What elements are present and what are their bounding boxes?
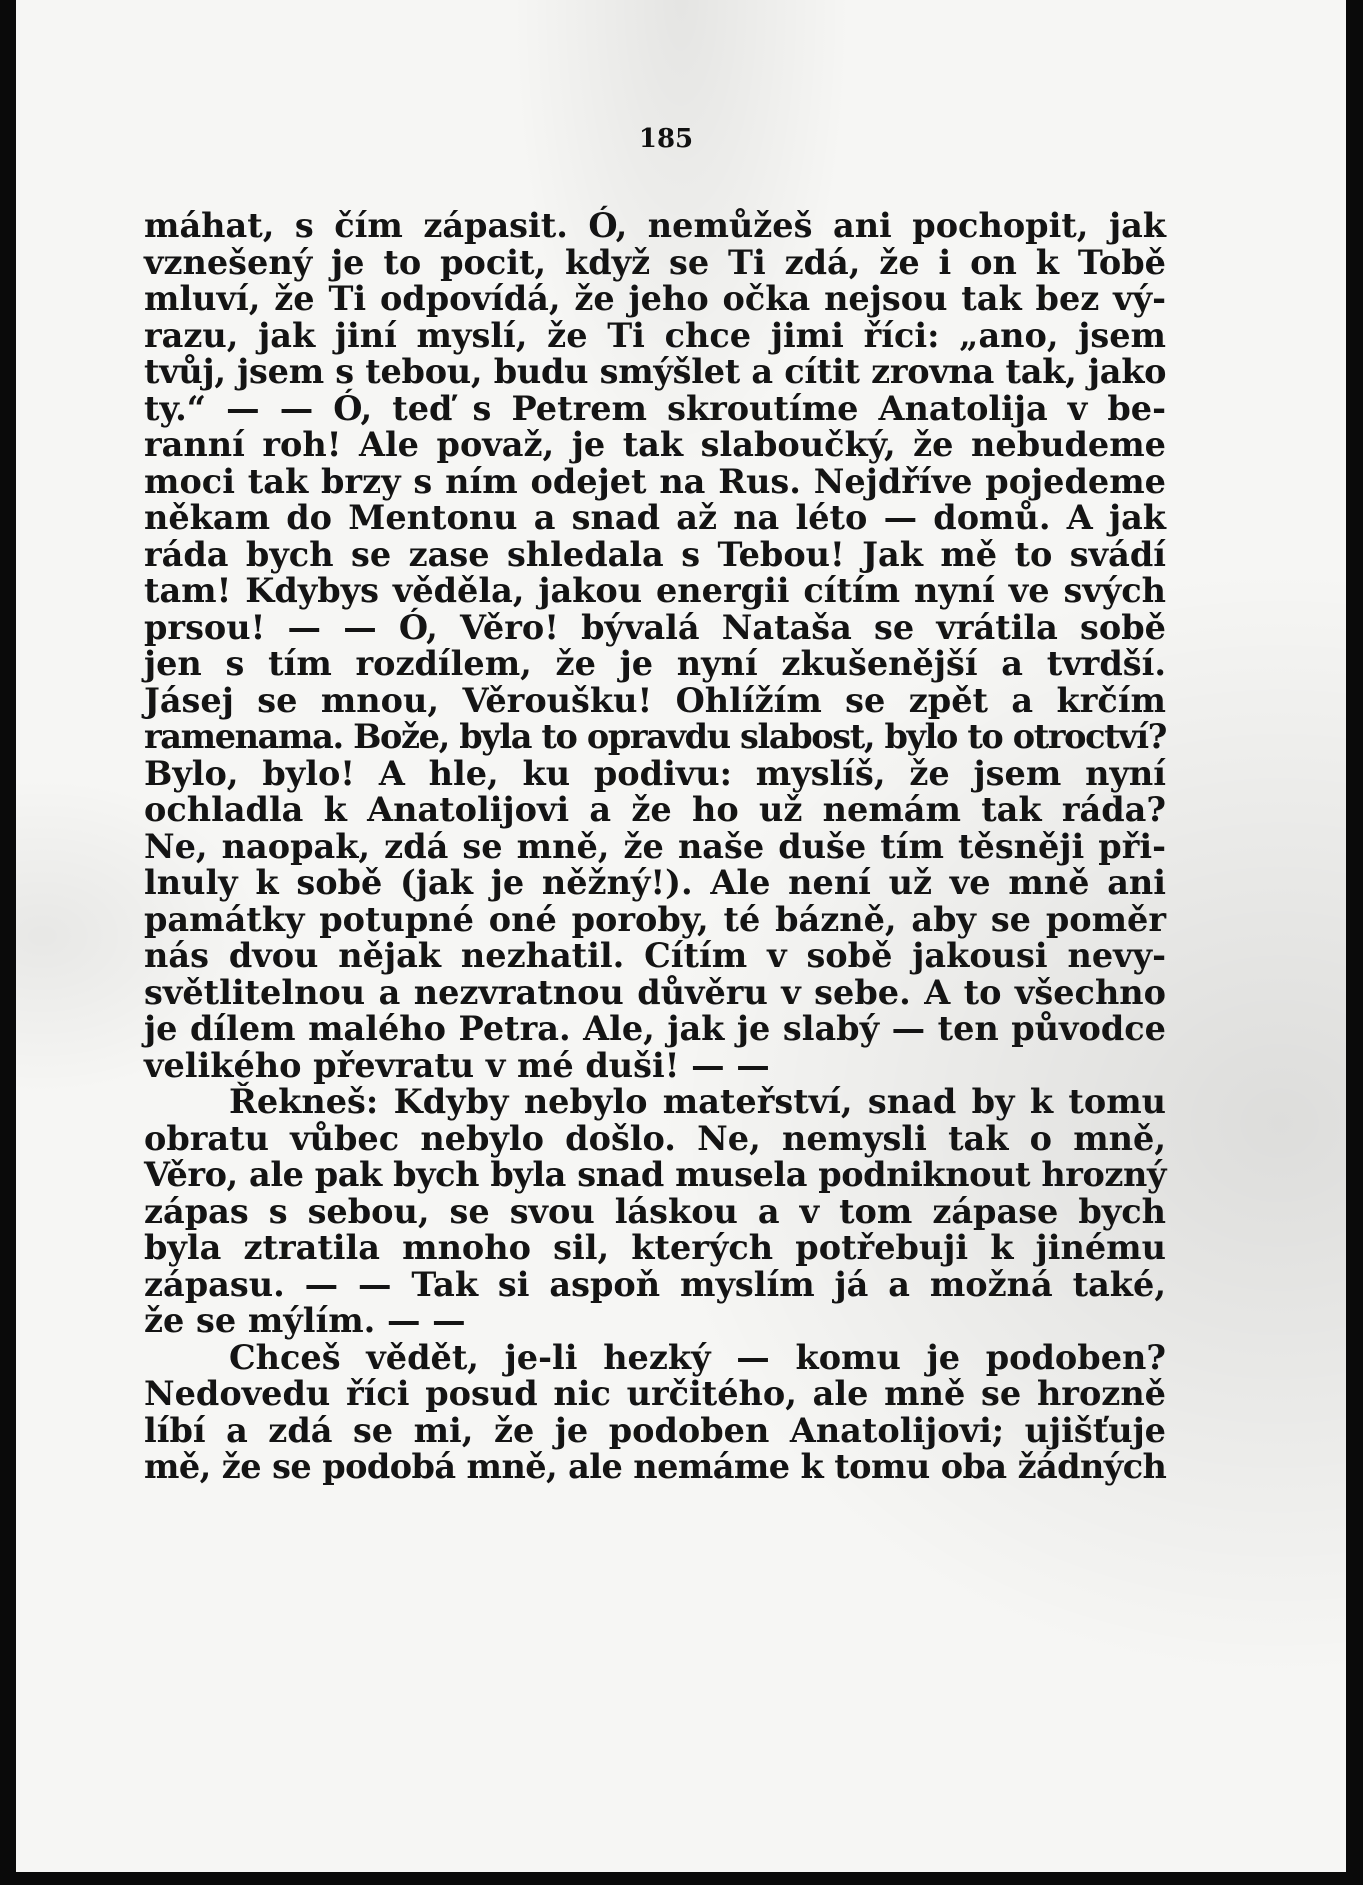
text-line: obratu vůbec nebylo došlo. Ne, nemysli tak o mně, xyxy=(144,1118,1166,1158)
text-line: razu, jak jiní myslí, že Ti chce jimi říci: „ano, jsem xyxy=(144,315,1166,355)
text-line: nás dvou nějak nezhatil. Cítím v sobě jakousi nevy- xyxy=(144,936,1166,975)
text-line: byla ztratila mnoho sil, kterých potřebuji k jinému xyxy=(144,1228,1166,1267)
text-line: Jásej se mnou, Věroušku! Ohlížím se zpět a krčím xyxy=(144,680,1166,720)
text-line: někam do Mentonu a snad až na léto — domů. A jak xyxy=(144,498,1166,537)
text-line: ramenama. Bože, byla to opravdu slabost, bylo to otroctví? xyxy=(144,717,1166,756)
page-number: 185 xyxy=(638,124,694,154)
text-line: ty.“ — — Ó, teď s Petrem skroutíme Anatolija v be- xyxy=(144,388,1166,428)
text-line: světlitelnou a nezvratnou důvěru v sebe. A to všechno xyxy=(144,972,1166,1012)
text-line: tvůj, jsem s tebou, budu smýšlet a cítit zrovna tak, jako xyxy=(144,352,1167,391)
text-line: že se mýlím. — — xyxy=(144,1301,466,1340)
text-line: Bylo, bylo! A hle, ku podivu: myslíš, že jsem nyní xyxy=(144,753,1166,793)
text-line: zápasu. — — Tak si aspoň myslím já a možná také, xyxy=(144,1264,1166,1304)
text-line: ochladla k Anatolijovi a že ho už nemám tak ráda? xyxy=(144,790,1166,829)
text-line: lnuly k sobě (jak je něžný!). Ale není už ve mně ani xyxy=(144,863,1166,902)
text-line: památky potupné oné poroby, té bázně, aby se poměr xyxy=(144,899,1166,939)
text-line: je dílem malého Petra. Ale, jak je slabý — ten původce xyxy=(144,1009,1166,1048)
text-line: Nedovedu říci posud nic určitého, ale mně se hrozně xyxy=(144,1374,1166,1413)
text-line: líbí a zdá se mi, že je podoben Anatolijovi; ujišťuje xyxy=(144,1410,1166,1450)
text-line: ranní roh! Ale považ, je tak slaboučký, že nebudeme xyxy=(144,425,1166,464)
text-line: moci tak brzy s ním odejet na Rus. Nejdříve pojedeme xyxy=(144,461,1166,501)
text-line: ráda bych se zase shledala s Tebou! Jak mě to svádí xyxy=(144,534,1166,574)
text-line: mě, že se podobá mně, ale nemáme k tomu oba žádných xyxy=(144,1447,1167,1486)
text-line: Věro, ale pak bych byla snad musela podniknout hrozný xyxy=(144,1155,1166,1194)
text-line: velikého převratu v mé duši! — — xyxy=(144,1045,770,1085)
text-line: Chceš vědět, je-li hezký — komu je podoben? xyxy=(229,1337,1166,1377)
book-page xyxy=(16,0,1346,1872)
text-line: mluví, že Ti odpovídá, že jeho očka nejsou tak bez vý- xyxy=(144,279,1166,318)
text-line: jen s tím rozdílem, že je nyní zkušenější a tvrdší. xyxy=(144,644,1166,683)
text-line: tam! Kdybys věděla, jakou energii cítím nyní ve svých xyxy=(144,571,1166,610)
text-line: zápas s sebou, se svou láskou a v tom zápase bych xyxy=(144,1191,1166,1231)
text-line: Řekneš: Kdyby nebylo mateřství, snad by k tomu xyxy=(229,1082,1166,1121)
body-text xyxy=(144,208,1166,1486)
text-line: Ne, naopak, zdá se mně, že naše duše tím těsněji při- xyxy=(144,826,1166,866)
text-line: máhat, s čím zápasit. Ó, nemůžeš ani pochopit, jak xyxy=(144,206,1166,245)
text-line: prsou! — — Ó, Věro! bývalá Nataša se vrátila sobě xyxy=(144,607,1166,647)
text-line: vznešený je to pocit, když se Ti zdá, že i on k Tobě xyxy=(144,242,1166,282)
